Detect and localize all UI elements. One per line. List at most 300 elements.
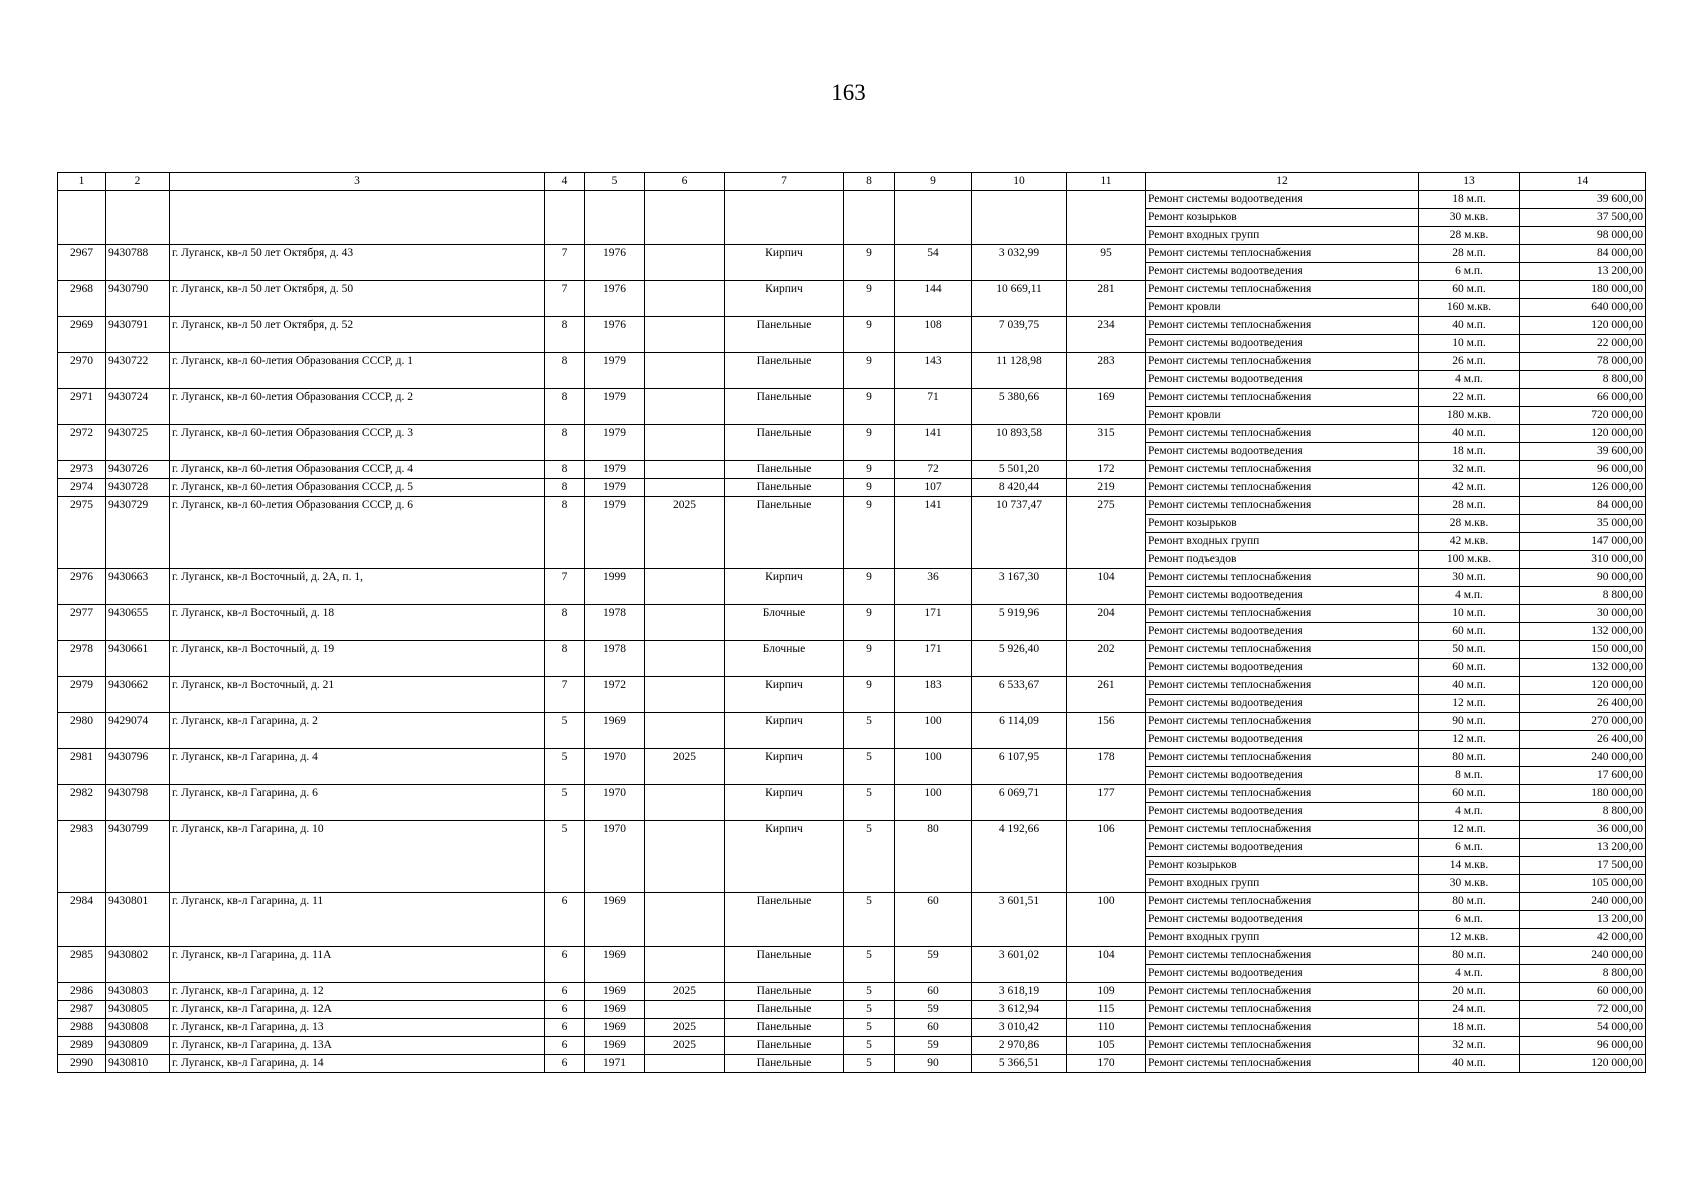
work-cost-cell: 120 000,00	[1520, 425, 1646, 443]
work-volume-cell: 12 м.п.	[1419, 731, 1520, 749]
year-built-cell: 1972	[585, 677, 645, 713]
wall-material-cell: Панельные	[725, 1001, 844, 1019]
column-4-cell: 6	[545, 1037, 585, 1055]
building-id-cell: 9430655	[106, 605, 170, 641]
work-cost-cell: 35 000,00	[1520, 515, 1646, 533]
column-11-cell: 283	[1067, 353, 1146, 389]
work-type-cell: Ремонт системы теплоснабжения	[1146, 245, 1419, 263]
year-built-cell: 1971	[585, 1055, 645, 1073]
column-6-cell: 2025	[645, 1037, 725, 1055]
record-number-cell: 2987	[58, 1001, 106, 1019]
column-11-cell: 104	[1067, 569, 1146, 605]
work-cost-cell: 640 000,00	[1520, 299, 1646, 317]
column-4-cell: 6	[545, 947, 585, 983]
work-cost-cell: 17 600,00	[1520, 767, 1646, 785]
wall-material-cell: Блочные	[725, 605, 844, 641]
address-cell: г. Луганск, кв-л Гагарина, д. 10	[170, 821, 545, 893]
continuation-empty-cell	[972, 191, 1067, 245]
year-built-cell: 1979	[585, 461, 645, 479]
column-6-cell: 2025	[645, 497, 725, 569]
column-6-cell	[645, 425, 725, 461]
total-area-cell: 3 601,51	[972, 893, 1067, 947]
address-cell: г. Луганск, кв-л Гагарина, д. 6	[170, 785, 545, 821]
work-volume-cell: 50 м.п.	[1419, 641, 1520, 659]
work-type-cell: Ремонт входных групп	[1146, 929, 1419, 947]
registry-table	[57, 172, 1646, 1073]
column-9-cell: 100	[895, 785, 972, 821]
table-row	[58, 947, 1646, 965]
work-type-cell: Ремонт системы водоотведения	[1146, 803, 1419, 821]
floors-cell: 9	[844, 497, 895, 569]
work-type-cell: Ремонт кровли	[1146, 299, 1419, 317]
record-number-cell: 2977	[58, 605, 106, 641]
work-type-cell: Ремонт системы водоотведения	[1146, 839, 1419, 857]
total-area-cell: 6 533,67	[972, 677, 1067, 713]
work-volume-cell: 12 м.п.	[1419, 695, 1520, 713]
building-id-cell: 9430790	[106, 281, 170, 317]
building-id-cell: 9430788	[106, 245, 170, 281]
address-cell: г. Луганск, кв-л Гагарина, д. 13	[170, 1019, 545, 1037]
work-volume-cell: 40 м.п.	[1419, 1055, 1520, 1073]
column-9-cell: 59	[895, 1001, 972, 1019]
work-type-cell: Ремонт системы теплоснабжения	[1146, 1019, 1419, 1037]
wall-material-cell: Панельные	[725, 893, 844, 947]
work-cost-cell: 8 800,00	[1520, 965, 1646, 983]
work-cost-cell: 17 500,00	[1520, 857, 1646, 875]
address-cell: г. Луганск, кв-л Гагарина, д. 2	[170, 713, 545, 749]
column-9-cell: 60	[895, 1019, 972, 1037]
wall-material-cell: Панельные	[725, 389, 844, 425]
work-cost-cell: 240 000,00	[1520, 749, 1646, 767]
work-cost-cell: 180 000,00	[1520, 785, 1646, 803]
column-11-cell: 100	[1067, 893, 1146, 947]
column-4-cell: 7	[545, 281, 585, 317]
column-header-4: 4	[545, 173, 585, 191]
column-4-cell: 8	[545, 497, 585, 569]
column-11-cell: 169	[1067, 389, 1146, 425]
floors-cell: 9	[844, 317, 895, 353]
continuation-empty-cell	[844, 191, 895, 245]
column-6-cell: 2025	[645, 983, 725, 1001]
table-row	[58, 479, 1646, 497]
work-volume-cell: 30 м.кв.	[1419, 875, 1520, 893]
address-cell: г. Луганск, кв-л 50 лет Октября, д. 50	[170, 281, 545, 317]
work-type-cell: Ремонт системы теплоснабжения	[1146, 389, 1419, 407]
column-6-cell	[645, 677, 725, 713]
column-header-7: 7	[725, 173, 844, 191]
column-4-cell: 8	[545, 461, 585, 479]
column-11-cell: 172	[1067, 461, 1146, 479]
work-cost-cell: 84 000,00	[1520, 497, 1646, 515]
total-area-cell: 5 366,51	[972, 1055, 1067, 1073]
building-id-cell: 9430661	[106, 641, 170, 677]
building-id-cell: 9430725	[106, 425, 170, 461]
wall-material-cell: Кирпич	[725, 785, 844, 821]
table-row	[58, 1019, 1646, 1037]
work-cost-cell: 132 000,00	[1520, 659, 1646, 677]
work-volume-cell: 8 м.п.	[1419, 767, 1520, 785]
floors-cell: 5	[844, 1019, 895, 1037]
work-cost-cell: 66 000,00	[1520, 389, 1646, 407]
total-area-cell: 6 114,09	[972, 713, 1067, 749]
column-11-cell: 95	[1067, 245, 1146, 281]
work-type-cell: Ремонт козырьков	[1146, 209, 1419, 227]
work-volume-cell: 26 м.п.	[1419, 353, 1520, 371]
building-id-cell: 9430722	[106, 353, 170, 389]
table-row	[58, 641, 1646, 659]
total-area-cell: 7 039,75	[972, 317, 1067, 353]
address-cell: г. Луганск, кв-л 60-летия Образования СССР, д. 6	[170, 497, 545, 569]
building-id-cell: 9430810	[106, 1055, 170, 1073]
column-6-cell	[645, 821, 725, 893]
wall-material-cell: Кирпич	[725, 749, 844, 785]
floors-cell: 5	[844, 947, 895, 983]
wall-material-cell: Панельные	[725, 1037, 844, 1055]
column-header-3: 3	[170, 173, 545, 191]
column-6-cell	[645, 479, 725, 497]
table-row	[58, 389, 1646, 407]
wall-material-cell: Кирпич	[725, 821, 844, 893]
column-6-cell	[645, 1055, 725, 1073]
work-type-cell: Ремонт системы теплоснабжения	[1146, 785, 1419, 803]
year-built-cell: 1978	[585, 605, 645, 641]
work-volume-cell: 4 м.п.	[1419, 371, 1520, 389]
building-id-cell: 9430799	[106, 821, 170, 893]
work-type-cell: Ремонт системы теплоснабжения	[1146, 1001, 1419, 1019]
work-cost-cell: 8 800,00	[1520, 587, 1646, 605]
column-6-cell	[645, 641, 725, 677]
year-built-cell: 1969	[585, 713, 645, 749]
total-area-cell: 3 032,99	[972, 245, 1067, 281]
building-id-cell: 9430662	[106, 677, 170, 713]
wall-material-cell: Панельные	[725, 947, 844, 983]
work-cost-cell: 30 000,00	[1520, 605, 1646, 623]
address-cell: г. Луганск, кв-л 60-летия Образования СССР, д. 3	[170, 425, 545, 461]
record-number-cell: 2968	[58, 281, 106, 317]
work-type-cell: Ремонт системы теплоснабжения	[1146, 983, 1419, 1001]
column-4-cell: 8	[545, 317, 585, 353]
work-type-cell: Ремонт системы водоотведения	[1146, 335, 1419, 353]
floors-cell: 9	[844, 605, 895, 641]
year-built-cell: 1969	[585, 893, 645, 947]
work-volume-cell: 60 м.п.	[1419, 659, 1520, 677]
work-type-cell: Ремонт системы водоотведения	[1146, 659, 1419, 677]
column-11-cell: 202	[1067, 641, 1146, 677]
year-built-cell: 1970	[585, 749, 645, 785]
table-row	[58, 281, 1646, 299]
column-11-cell: 109	[1067, 983, 1146, 1001]
year-built-cell: 1979	[585, 497, 645, 569]
building-id-cell: 9430805	[106, 1001, 170, 1019]
floors-cell: 9	[844, 281, 895, 317]
work-cost-cell: 37 500,00	[1520, 209, 1646, 227]
work-type-cell: Ремонт системы теплоснабжения	[1146, 1055, 1419, 1073]
work-volume-cell: 60 м.п.	[1419, 785, 1520, 803]
work-volume-cell: 10 м.п.	[1419, 605, 1520, 623]
work-cost-cell: 98 000,00	[1520, 227, 1646, 245]
work-cost-cell: 78 000,00	[1520, 353, 1646, 371]
work-cost-cell: 72 000,00	[1520, 1001, 1646, 1019]
work-cost-cell: 13 200,00	[1520, 911, 1646, 929]
work-volume-cell: 30 м.кв.	[1419, 209, 1520, 227]
wall-material-cell: Панельные	[725, 983, 844, 1001]
column-header-8: 8	[844, 173, 895, 191]
record-number-cell: 2969	[58, 317, 106, 353]
work-type-cell: Ремонт системы теплоснабжения	[1146, 713, 1419, 731]
record-number-cell: 2986	[58, 983, 106, 1001]
column-6-cell	[645, 713, 725, 749]
year-built-cell: 1979	[585, 353, 645, 389]
work-volume-cell: 6 м.п.	[1419, 839, 1520, 857]
column-4-cell: 8	[545, 353, 585, 389]
work-cost-cell: 42 000,00	[1520, 929, 1646, 947]
year-built-cell: 1969	[585, 947, 645, 983]
table-row	[58, 461, 1646, 479]
work-volume-cell: 80 м.п.	[1419, 893, 1520, 911]
work-type-cell: Ремонт системы теплоснабжения	[1146, 461, 1419, 479]
wall-material-cell: Панельные	[725, 1055, 844, 1073]
column-9-cell: 100	[895, 749, 972, 785]
building-id-cell: 9430729	[106, 497, 170, 569]
wall-material-cell: Блочные	[725, 641, 844, 677]
column-9-cell: 54	[895, 245, 972, 281]
year-built-cell: 1969	[585, 1019, 645, 1037]
year-built-cell: 1970	[585, 785, 645, 821]
building-id-cell: 9430802	[106, 947, 170, 983]
work-volume-cell: 28 м.п.	[1419, 245, 1520, 263]
work-volume-cell: 40 м.п.	[1419, 425, 1520, 443]
record-number-cell: 2975	[58, 497, 106, 569]
column-4-cell: 8	[545, 479, 585, 497]
year-built-cell: 1976	[585, 245, 645, 281]
record-number-cell: 2970	[58, 353, 106, 389]
address-cell: г. Луганск, кв-л 60-летия Образования СССР, д. 5	[170, 479, 545, 497]
floors-cell: 9	[844, 245, 895, 281]
column-header-13: 13	[1419, 173, 1520, 191]
column-header-10: 10	[972, 173, 1067, 191]
work-type-cell: Ремонт системы теплоснабжения	[1146, 353, 1419, 371]
record-number-cell: 2980	[58, 713, 106, 749]
column-4-cell: 6	[545, 1055, 585, 1073]
column-6-cell	[645, 605, 725, 641]
work-volume-cell: 6 м.п.	[1419, 911, 1520, 929]
column-4-cell: 5	[545, 785, 585, 821]
wall-material-cell: Кирпич	[725, 677, 844, 713]
work-cost-cell: 310 000,00	[1520, 551, 1646, 569]
column-11-cell: 261	[1067, 677, 1146, 713]
column-6-cell	[645, 947, 725, 983]
address-cell: г. Луганск, кв-л 60-летия Образования СССР, д. 4	[170, 461, 545, 479]
work-cost-cell: 270 000,00	[1520, 713, 1646, 731]
work-cost-cell: 26 400,00	[1520, 695, 1646, 713]
column-header-9: 9	[895, 173, 972, 191]
table-row	[58, 425, 1646, 443]
continuation-empty-cell	[725, 191, 844, 245]
table-row	[58, 749, 1646, 767]
work-type-cell: Ремонт системы теплоснабжения	[1146, 893, 1419, 911]
total-area-cell: 3 601,02	[972, 947, 1067, 983]
column-9-cell: 59	[895, 947, 972, 983]
column-4-cell: 7	[545, 569, 585, 605]
address-cell: г. Луганск, кв-л Гагарина, д. 13А	[170, 1037, 545, 1055]
table-row	[58, 983, 1646, 1001]
year-built-cell: 1976	[585, 317, 645, 353]
work-type-cell: Ремонт входных групп	[1146, 875, 1419, 893]
work-type-cell: Ремонт системы теплоснабжения	[1146, 1037, 1419, 1055]
total-area-cell: 2 970,86	[972, 1037, 1067, 1055]
work-type-cell: Ремонт системы водоотведения	[1146, 695, 1419, 713]
address-cell: г. Луганск, кв-л 60-летия Образования СССР, д. 1	[170, 353, 545, 389]
work-cost-cell: 13 200,00	[1520, 839, 1646, 857]
column-4-cell: 6	[545, 1001, 585, 1019]
year-built-cell: 1979	[585, 479, 645, 497]
work-volume-cell: 42 м.п.	[1419, 479, 1520, 497]
address-cell: г. Луганск, кв-л Восточный, д. 18	[170, 605, 545, 641]
record-number-cell: 2982	[58, 785, 106, 821]
table-row	[58, 1001, 1646, 1019]
work-type-cell: Ремонт системы теплоснабжения	[1146, 497, 1419, 515]
floors-cell: 5	[844, 1055, 895, 1073]
continuation-empty-cell	[106, 191, 170, 245]
column-9-cell: 171	[895, 605, 972, 641]
work-volume-cell: 28 м.п.	[1419, 497, 1520, 515]
work-type-cell: Ремонт системы водоотведения	[1146, 965, 1419, 983]
work-type-cell: Ремонт системы теплоснабжения	[1146, 821, 1419, 839]
work-volume-cell: 60 м.п.	[1419, 623, 1520, 641]
floors-cell: 9	[844, 425, 895, 461]
work-volume-cell: 20 м.п.	[1419, 983, 1520, 1001]
record-number-cell: 2981	[58, 749, 106, 785]
work-type-cell: Ремонт входных групп	[1146, 227, 1419, 245]
work-cost-cell: 240 000,00	[1520, 893, 1646, 911]
work-cost-cell: 96 000,00	[1520, 461, 1646, 479]
column-9-cell: 60	[895, 893, 972, 947]
work-volume-cell: 60 м.п.	[1419, 281, 1520, 299]
work-type-cell: Ремонт козырьков	[1146, 515, 1419, 533]
column-6-cell	[645, 569, 725, 605]
address-cell: г. Луганск, кв-л Гагарина, д. 12А	[170, 1001, 545, 1019]
work-cost-cell: 26 400,00	[1520, 731, 1646, 749]
work-volume-cell: 6 м.п.	[1419, 263, 1520, 281]
year-built-cell: 1969	[585, 983, 645, 1001]
floors-cell: 5	[844, 713, 895, 749]
work-cost-cell: 120 000,00	[1520, 317, 1646, 335]
column-6-cell	[645, 317, 725, 353]
table-row	[58, 569, 1646, 587]
column-header-2: 2	[106, 173, 170, 191]
building-id-cell: 9430796	[106, 749, 170, 785]
address-cell: г. Луганск, кв-л Гагарина, д. 11	[170, 893, 545, 947]
work-cost-cell: 240 000,00	[1520, 947, 1646, 965]
column-11-cell: 234	[1067, 317, 1146, 353]
total-area-cell: 5 919,96	[972, 605, 1067, 641]
building-id-cell: 9430663	[106, 569, 170, 605]
column-4-cell: 6	[545, 983, 585, 1001]
building-id-cell: 9430726	[106, 461, 170, 479]
wall-material-cell: Панельные	[725, 1019, 844, 1037]
column-11-cell: 106	[1067, 821, 1146, 893]
column-11-cell: 110	[1067, 1019, 1146, 1037]
total-area-cell: 5 380,66	[972, 389, 1067, 425]
work-type-cell: Ремонт системы водоотведения	[1146, 911, 1419, 929]
column-4-cell: 8	[545, 389, 585, 425]
record-number-cell: 2974	[58, 479, 106, 497]
work-type-cell: Ремонт системы водоотведения	[1146, 587, 1419, 605]
column-header-1: 1	[58, 173, 106, 191]
floors-cell: 5	[844, 1001, 895, 1019]
work-volume-cell: 28 м.кв.	[1419, 227, 1520, 245]
column-11-cell: 219	[1067, 479, 1146, 497]
column-6-cell	[645, 281, 725, 317]
address-cell: г. Луганск, кв-л Восточный, д. 19	[170, 641, 545, 677]
record-number-cell: 2978	[58, 641, 106, 677]
column-4-cell: 8	[545, 425, 585, 461]
work-type-cell: Ремонт козырьков	[1146, 857, 1419, 875]
column-4-cell: 7	[545, 245, 585, 281]
work-type-cell: Ремонт системы водоотведения	[1146, 731, 1419, 749]
table-row	[58, 677, 1646, 695]
address-cell: г. Луганск, кв-л 50 лет Октября, д. 43	[170, 245, 545, 281]
column-9-cell: 141	[895, 497, 972, 569]
column-11-cell: 105	[1067, 1037, 1146, 1055]
work-type-cell: Ремонт системы теплоснабжения	[1146, 317, 1419, 335]
work-type-cell: Ремонт системы теплоснабжения	[1146, 749, 1419, 767]
column-11-cell: 115	[1067, 1001, 1146, 1019]
column-4-cell: 6	[545, 893, 585, 947]
work-type-cell: Ремонт системы водоотведения	[1146, 371, 1419, 389]
record-number-cell: 2984	[58, 893, 106, 947]
record-number-cell: 2983	[58, 821, 106, 893]
table-header-row	[58, 173, 1646, 191]
table-row	[58, 317, 1646, 335]
column-9-cell: 72	[895, 461, 972, 479]
work-type-cell: Ремонт системы теплоснабжения	[1146, 281, 1419, 299]
work-volume-cell: 80 м.п.	[1419, 947, 1520, 965]
table-row	[58, 191, 1646, 209]
page-number: 163	[831, 80, 866, 105]
total-area-cell: 10 669,11	[972, 281, 1067, 317]
address-cell: г. Луганск, кв-л Гагарина, д. 11А	[170, 947, 545, 983]
year-built-cell: 1970	[585, 821, 645, 893]
wall-material-cell: Панельные	[725, 497, 844, 569]
floors-cell: 9	[844, 677, 895, 713]
column-6-cell	[645, 893, 725, 947]
work-volume-cell: 40 м.п.	[1419, 317, 1520, 335]
table-row	[58, 353, 1646, 371]
column-9-cell: 71	[895, 389, 972, 425]
work-cost-cell: 22 000,00	[1520, 335, 1646, 353]
table-row	[58, 893, 1646, 911]
table-row	[58, 713, 1646, 731]
column-11-cell: 315	[1067, 425, 1146, 461]
work-cost-cell: 126 000,00	[1520, 479, 1646, 497]
column-11-cell: 177	[1067, 785, 1146, 821]
year-built-cell: 1979	[585, 389, 645, 425]
work-cost-cell: 8 800,00	[1520, 803, 1646, 821]
work-cost-cell: 84 000,00	[1520, 245, 1646, 263]
column-6-cell	[645, 389, 725, 425]
work-volume-cell: 24 м.п.	[1419, 1001, 1520, 1019]
work-volume-cell: 4 м.п.	[1419, 803, 1520, 821]
column-4-cell: 7	[545, 677, 585, 713]
column-6-cell	[645, 461, 725, 479]
floors-cell: 5	[844, 1037, 895, 1055]
continuation-empty-cell	[1067, 191, 1146, 245]
column-9-cell: 183	[895, 677, 972, 713]
address-cell: г. Луганск, кв-л Гагарина, д. 12	[170, 983, 545, 1001]
column-9-cell: 100	[895, 713, 972, 749]
floors-cell: 9	[844, 389, 895, 425]
